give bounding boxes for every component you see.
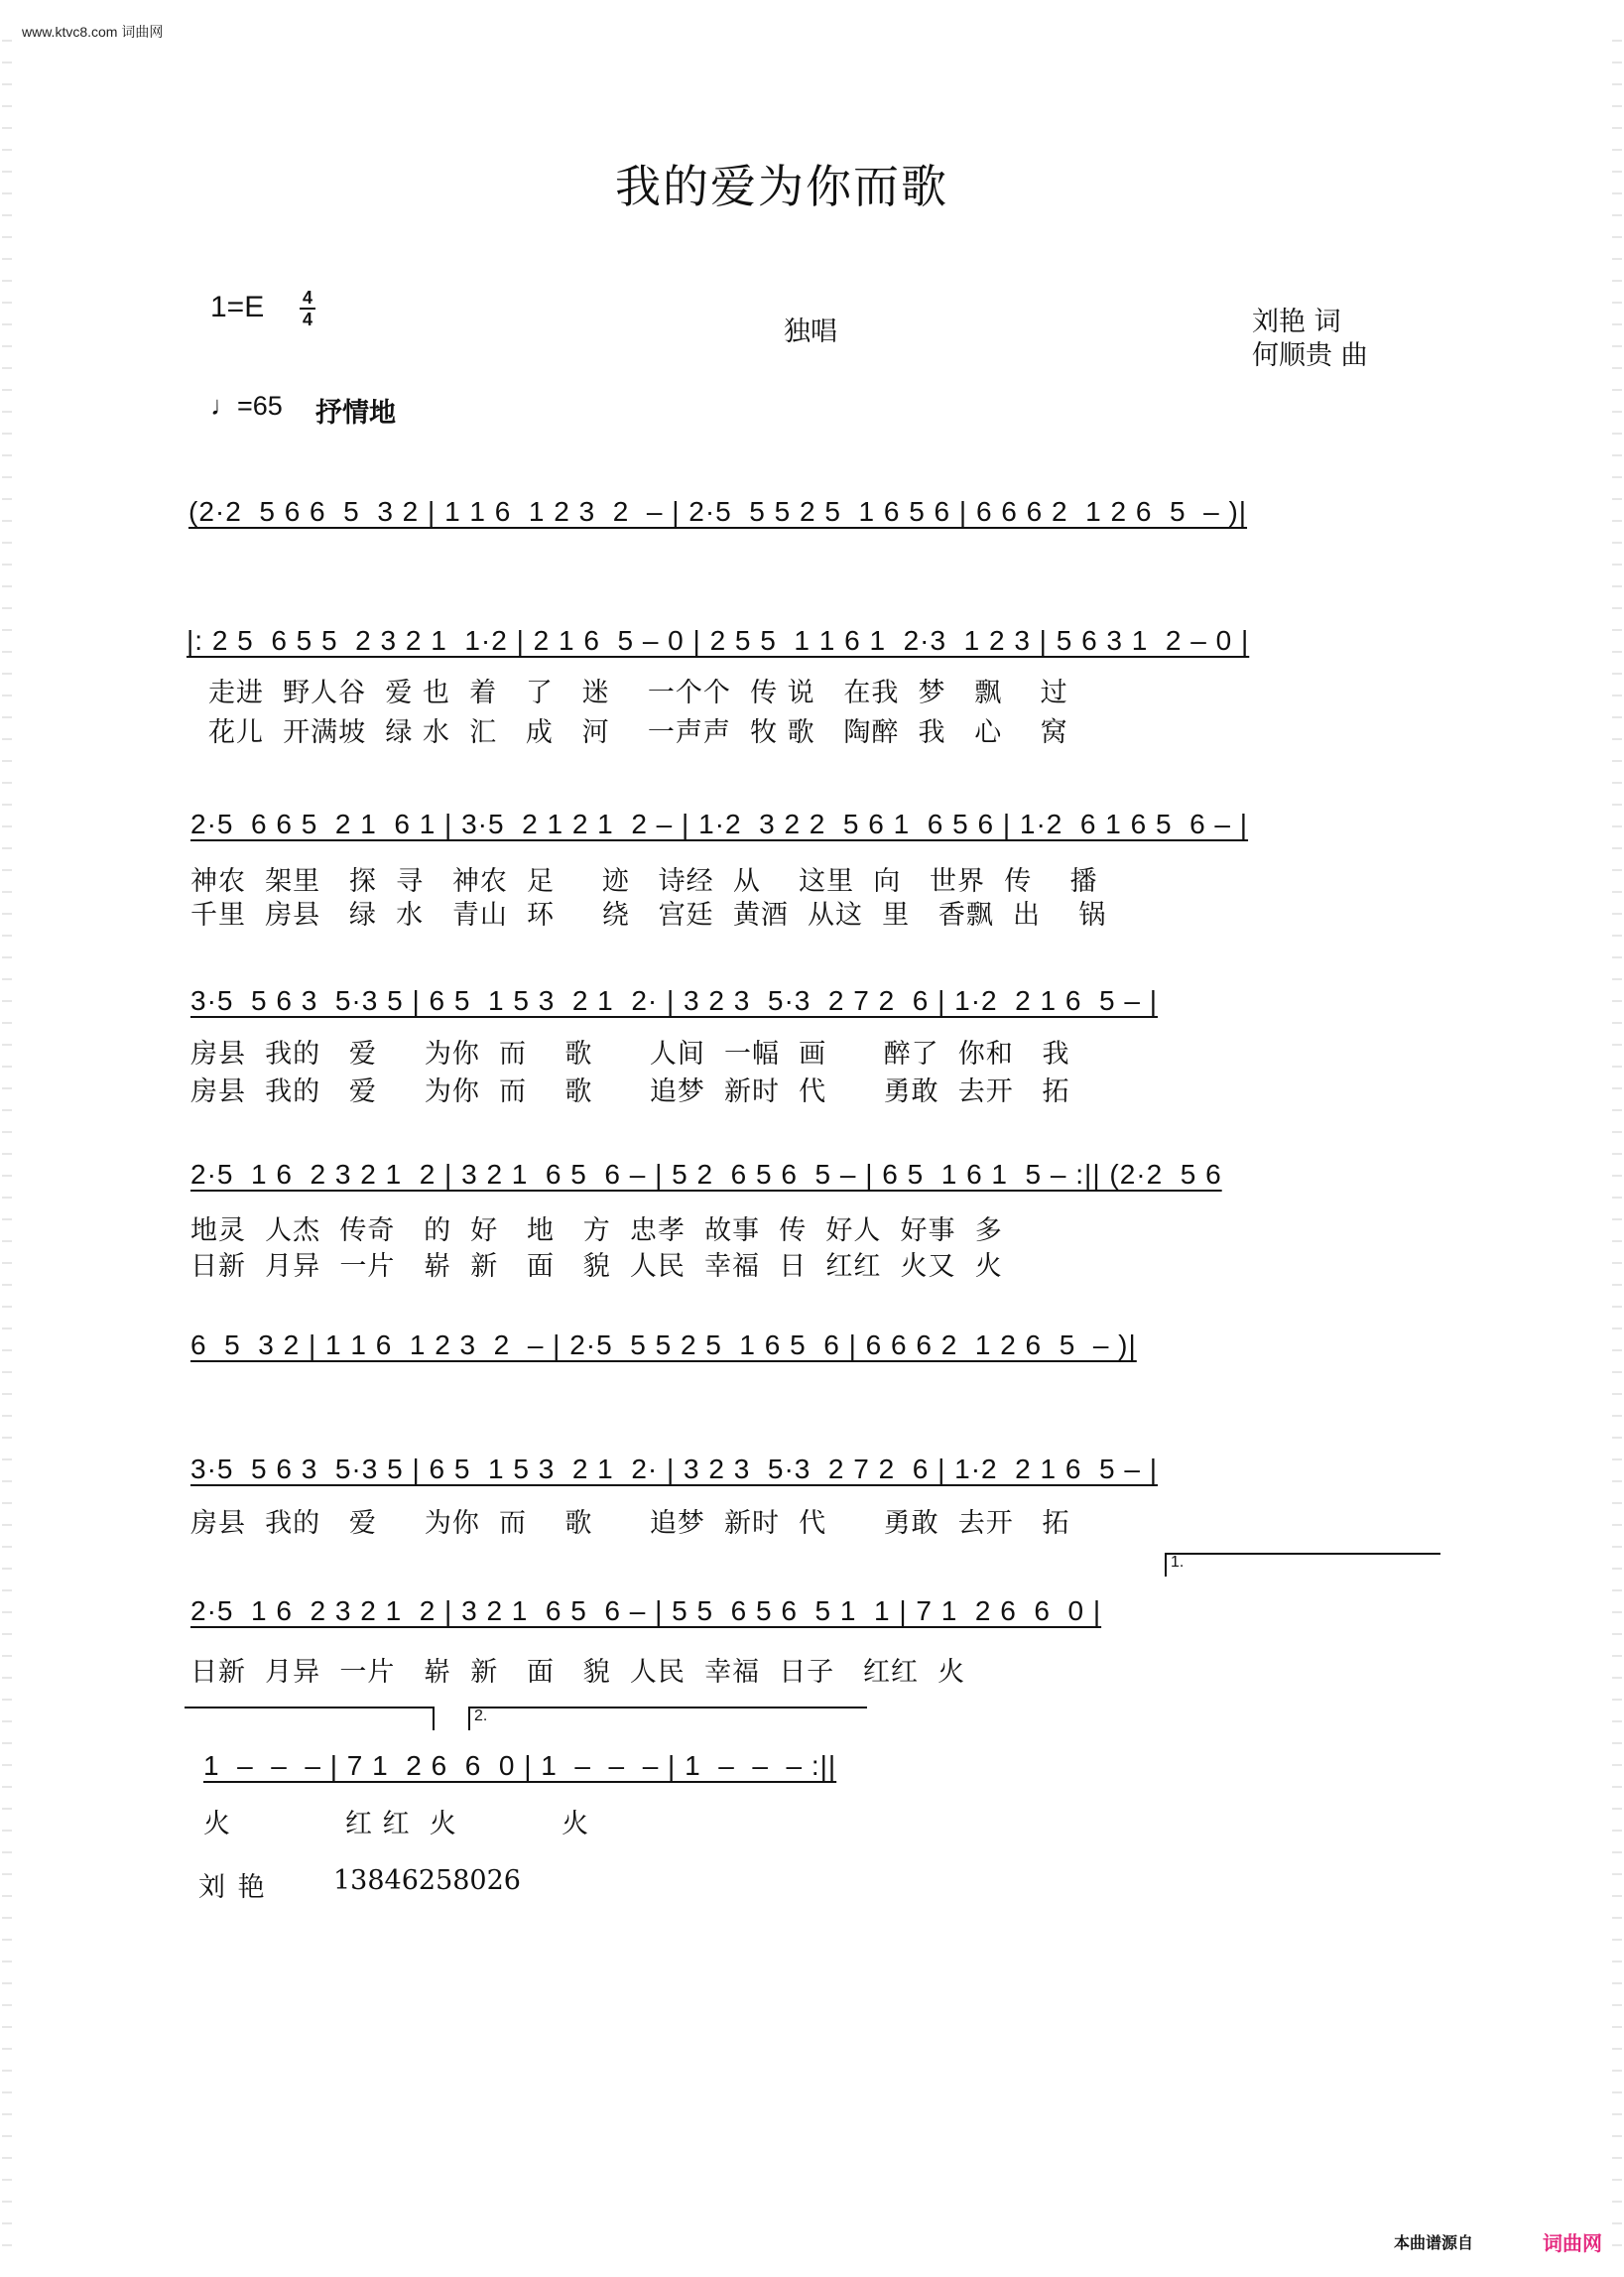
system-5-notes: 2·5 1 6 2 3 2 1 2 | 3 2 1 6 5 6 – | 5 2 6 5 6 5 – | 6 5 1 6 1 5 – :|| (2·2 5 6 [190,1159,1222,1190]
volta-1-bracket [1165,1553,1440,1577]
system-2-lyrics-verse2: 花儿 开满坡 绿 水 汇 成 河 一声声 牧 歌 陶醉 我 心 窝 [208,717,1068,748]
site-header: www.ktvc8.com 词曲网 [22,24,164,40]
system-2-lyrics-verse1: 走进 野人谷 爱 也 着 了 迷 一个个 传 说 在我 梦 飘 过 [208,678,1068,708]
system-3-notes: 2·5 6 6 5 2 1 6 1 | 3·5 2 1 2 1 2 – | 1·2 3 2 2 5 6 1 6 5 6 | 1·2 6 1 6 5 6 – | [190,809,1249,839]
volta-2-bracket [468,1707,867,1730]
volta-2-label: 2. [474,1708,488,1724]
system-3-lyrics-verse1: 神农 架里 探 寻 神农 足 迹 诗经 从 这里 向 世界 传 播 [190,866,1098,897]
expression-mark: 抒情地 [315,398,396,429]
contact-name: 刘 艳 [198,1872,267,1903]
system-7-lyrics: 房县 我的 爱 为你 而 歌 追梦 新时 代 勇敢 去开 拓 [190,1508,1070,1539]
footer-source-text: 本曲谱源自 [1394,2233,1474,2252]
volta-1-end-bracket [185,1707,435,1730]
system-8-notes: 2·5 1 6 2 3 2 1 2 | 3 2 1 6 5 6 – | 5 5 6 5 6 5 1 1 | 7 1 2 6 6 0 | [190,1595,1102,1626]
system-1-notes: (2·2 5 6 6 5 3 2 | 1 1 6 1 2 3 2 – | 2·5 5 5 2 5 1 6 5 6 | 6 6 6 2 1 2 6 5 – )| [188,496,1248,527]
right-watermark-strip [1612,40,1622,2252]
system-9-notes: 1 – – – | 7 1 2 6 6 0 | 1 – – – | 1 – – – :|| [203,1750,837,1781]
contact-phone: 13846258026 [333,1865,521,1896]
system-6-notes: 6 5 3 2 | 1 1 6 1 2 3 2 – | 2·5 5 5 2 5 1 6 5 6 | 6 6 6 2 1 2 6 5 – )| [190,1329,1137,1360]
system-5-lyrics-verse2: 日新 月异 一片 崭 新 面 貌 人民 幸福 日 红红 火又 火 [190,1251,1003,1282]
left-watermark-strip [2,40,12,2252]
system-7-notes: 3·5 5 6 3 5·3 5 | 6 5 1 5 3 2 1 2· | 3 2 3 5·3 2 7 2 6 | 1·2 2 1 6 5 – | [190,1454,1158,1484]
key-signature: 1=E [210,291,265,323]
system-8-lyrics: 日新 月异 一片 崭 新 面 貌 人民 幸福 日子 红红 火 [190,1657,966,1688]
system-3-lyrics-verse2: 千里 房县 绿 水 青山 环 绕 宫廷 黄酒 从这 里 香飘 出 锅 [190,900,1107,931]
volta-1-label: 1. [1171,1554,1185,1571]
system-4-lyrics-verse1: 房县 我的 爱 为你 而 歌 人间 一幅 画 醉了 你和 我 [190,1039,1070,1070]
system-4-lyrics-verse2: 房县 我的 爱 为你 而 歌 追梦 新时 代 勇敢 去开 拓 [190,1076,1070,1107]
page-title: 我的爱为你而歌 [615,160,948,213]
system-9-lyrics: 火 红 红 火 火 [203,1809,590,1839]
time-top: 4 [302,288,312,308]
tempo-mark: ♩=65 [210,391,283,421]
lyricist-credit: 刘艳 词 [1252,307,1341,337]
system-2-notes: |: 2 5 6 5 5 2 3 2 1 1·2 | 2 1 6 5 – 0 | 2 5 5 1 1 6 1 2·3 1 2 3 | 5 6 3 1 2 – 0 | [187,625,1250,656]
system-5-lyrics-verse1: 地灵 人杰 传奇 的 好 地 方 忠孝 故事 传 好人 好事 多 [190,1215,1003,1246]
footer-site-link[interactable]: 词曲网 [1543,2231,1602,2255]
performance-type: 独唱 [784,316,837,347]
time-bottom: 4 [302,310,312,329]
system-4-notes: 3·5 5 6 3 5·3 5 | 6 5 1 5 3 2 1 2· | 3 2 3 5·3 2 7 2 6 | 1·2 2 1 6 5 – | [190,985,1158,1016]
time-signature [300,288,315,329]
composer-credit: 何顺贵 曲 [1252,340,1368,371]
